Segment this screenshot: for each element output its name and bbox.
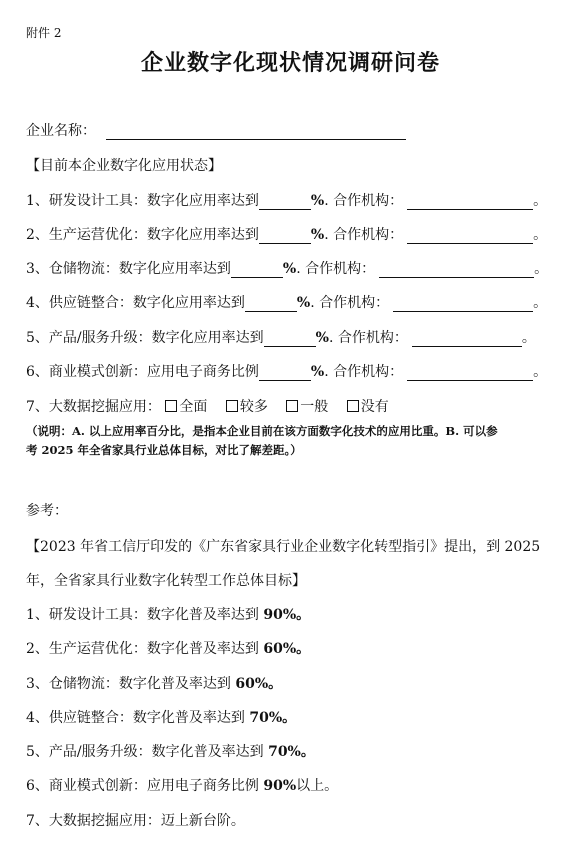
status-header: 【目前本企业数字化应用状态】 — [26, 158, 222, 174]
target-item — [26, 604, 310, 624]
rate-field[interactable] — [231, 262, 283, 278]
partner-field[interactable] — [379, 262, 534, 278]
company-name-row — [26, 120, 406, 140]
item-label: 5、产品/服务升级：数字化应用率达到 — [26, 330, 264, 346]
target-value: 60%。 — [263, 641, 311, 657]
percent-sign: % — [310, 193, 325, 209]
target-text: 5、产品/服务升级：数字化普及率达到 — [26, 744, 269, 760]
partner-field[interactable] — [407, 194, 533, 210]
target-item — [26, 638, 310, 658]
checkbox[interactable] — [226, 400, 238, 412]
item-label: 6、商业模式创新：应用电子商务比例 — [26, 364, 259, 380]
target-value: 90% — [263, 778, 297, 794]
percent-sign: % — [296, 295, 311, 311]
option-none[interactable] — [347, 399, 389, 415]
bigdata-row — [26, 396, 403, 416]
item-row — [26, 327, 536, 347]
partner-field[interactable] — [407, 228, 533, 244]
percent-sign: % — [310, 364, 325, 380]
end-mark: 。 — [533, 364, 548, 380]
item-row — [26, 190, 547, 210]
partner-field[interactable] — [412, 331, 522, 347]
target-text: 3、仓储物流：数字化普及率达到 — [26, 676, 236, 692]
partner-field[interactable] — [407, 365, 533, 381]
end-mark: 。 — [533, 193, 548, 209]
explanation-note — [26, 422, 561, 460]
target-suffix: 以上。 — [296, 778, 339, 794]
rate-field[interactable] — [264, 331, 316, 347]
target-item — [26, 707, 296, 727]
company-name-field[interactable] — [106, 124, 406, 140]
bigdata-label: 7、大数据挖掘应用： — [26, 399, 161, 415]
attachment-label: 附件 2 — [26, 26, 62, 40]
option-average[interactable] — [286, 399, 328, 415]
rate-field[interactable] — [259, 194, 311, 210]
target-text: 6、商业模式创新：应用电子商务比例 — [26, 778, 264, 794]
rate-field[interactable] — [259, 228, 311, 244]
company-name-label: 企业名称： — [26, 123, 96, 139]
target-value: 70%。 — [268, 744, 315, 760]
target-value: 60%。 — [235, 676, 283, 692]
partner-label: . 合作机构： — [324, 193, 404, 209]
checkbox[interactable] — [286, 400, 298, 412]
rate-field[interactable] — [259, 365, 311, 381]
target-item — [26, 775, 338, 795]
partner-label: . 合作机构： — [328, 330, 408, 346]
rate-field[interactable] — [245, 296, 297, 312]
percent-sign: % — [282, 261, 297, 277]
partner-label: . 合作机构： — [324, 227, 404, 243]
item-label: 2、生产运营优化：数字化应用率达到 — [26, 227, 259, 243]
item-label: 4、供应链整合：数字化应用率达到 — [26, 295, 245, 311]
target-item — [26, 741, 315, 761]
item-row — [26, 361, 547, 381]
page-title: 企业数字化现状情况调研问卷 — [140, 50, 440, 76]
target-text: 7、大数据挖掘应用：迈上新台阶。 — [26, 813, 245, 829]
option-many[interactable] — [226, 399, 268, 415]
partner-field[interactable] — [393, 296, 533, 312]
percent-sign: % — [315, 330, 329, 346]
item-label: 1、研发设计工具：数字化应用率达到 — [26, 193, 259, 209]
reference-intro-line-1: 【2023 年省工信厅印发的《广东省家具行业企业数字化转型指引》提出，到 2025 — [26, 539, 541, 555]
percent-sign: % — [310, 227, 325, 243]
checkbox[interactable] — [347, 400, 359, 412]
reference-label: 参考： — [26, 503, 68, 519]
reference-intro-line-2: 年，全省家具行业数字化转型工作总体目标】 — [26, 573, 306, 589]
option-label: 较多 — [239, 399, 268, 415]
end-mark: 。 — [521, 330, 536, 346]
partner-label: . 合作机构： — [310, 295, 390, 311]
item-label: 3、仓储物流：数字化应用率达到 — [26, 261, 231, 277]
option-full[interactable] — [165, 399, 207, 415]
partner-label: . 合作机构： — [296, 261, 376, 277]
target-value: 70%。 — [249, 710, 297, 726]
item-row — [26, 224, 547, 244]
note-line-1: （说明：A. 以上应用率百分比，是指本企业目前在该方面数字化技术的应用比重。B. 可以参 — [26, 424, 498, 438]
checkbox[interactable] — [165, 400, 177, 412]
target-text: 4、供应链整合：数字化普及率达到 — [26, 710, 250, 726]
target-value: 90%。 — [263, 607, 311, 623]
option-label: 全面 — [179, 399, 208, 415]
note-line-2: 考 2025 年全省家具行业总体目标，对比了解差距。） — [26, 443, 302, 457]
target-text: 2、生产运营优化：数字化普及率达到 — [26, 641, 264, 657]
target-text: 1、研发设计工具：数字化普及率达到 — [26, 607, 264, 623]
end-mark: 。 — [533, 227, 548, 243]
option-label: 没有 — [360, 399, 389, 415]
partner-label: . 合作机构： — [324, 364, 404, 380]
end-mark: 。 — [533, 295, 548, 311]
target-item — [26, 673, 282, 693]
end-mark: 。 — [534, 261, 549, 277]
item-row — [26, 292, 547, 312]
option-label: 一般 — [300, 399, 329, 415]
target-item — [26, 810, 245, 830]
item-row — [26, 258, 548, 278]
